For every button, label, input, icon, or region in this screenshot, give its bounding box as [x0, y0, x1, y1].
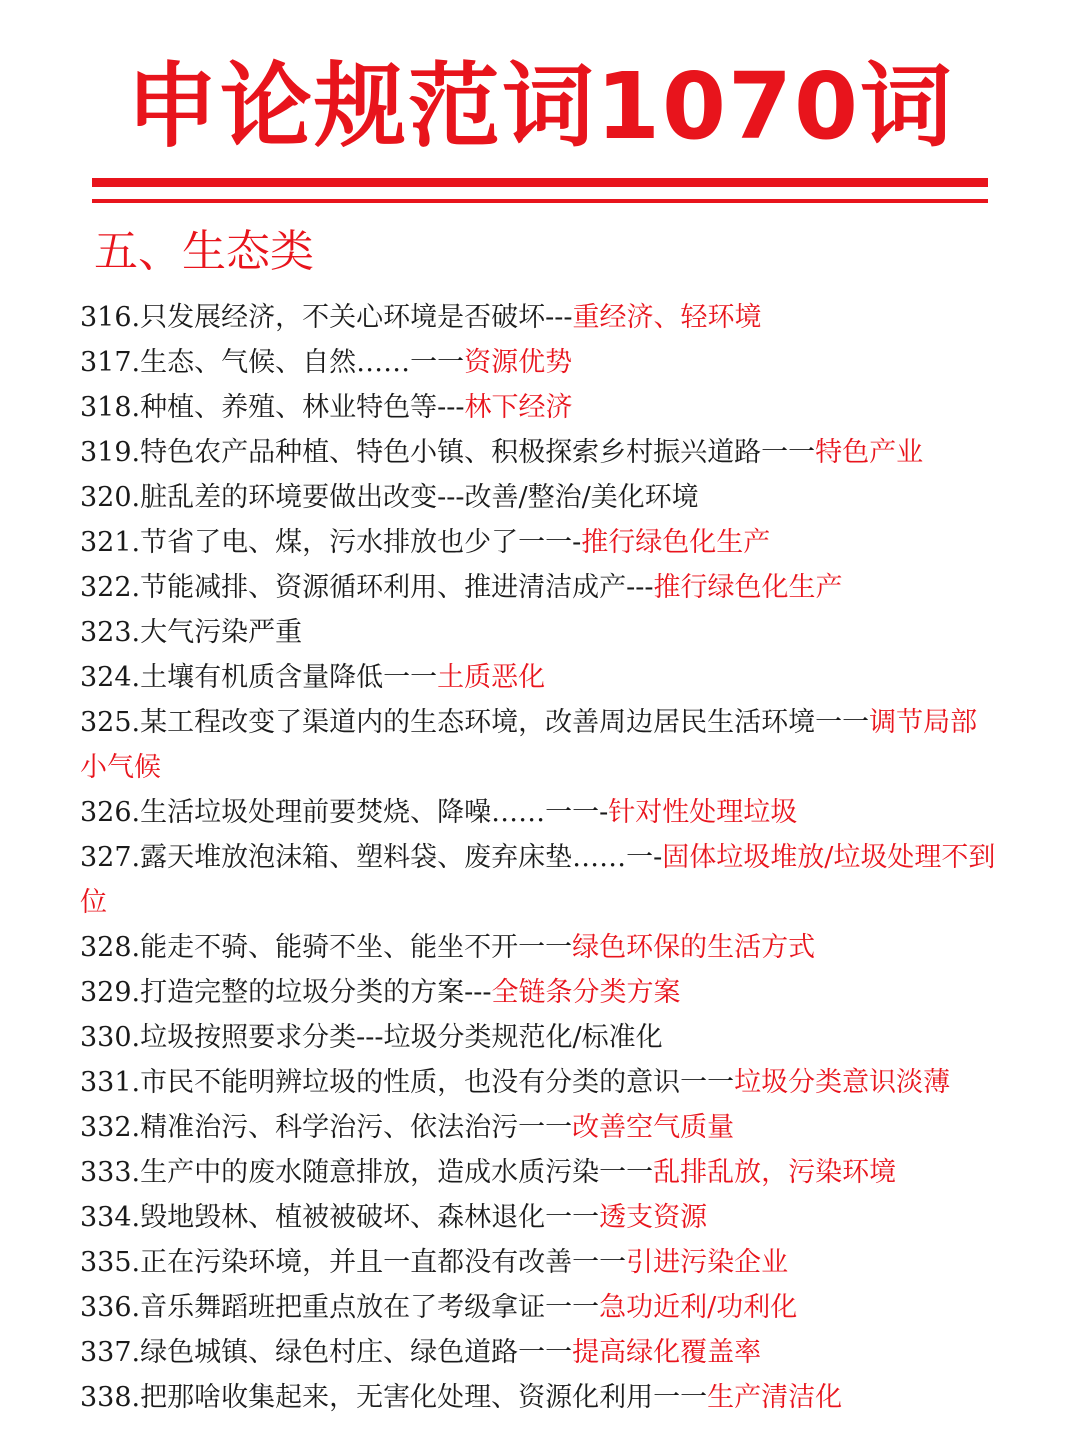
entry-325: [80, 700, 1000, 790]
entry-answer: 针对性处理垃圾: [608, 797, 798, 828]
entry-324: [80, 655, 1000, 700]
entry-328: [80, 925, 1000, 970]
entry-331: [80, 1060, 1000, 1105]
entry-answer: 全链条分类方案: [491, 977, 681, 1008]
entry-text: 322.节能减排、资源循环利用、推进清洁成产---: [80, 572, 654, 603]
entry-answer: 绿色环保的生活方式: [572, 932, 816, 963]
entry-338: [80, 1375, 1000, 1420]
entry-answer: 引进污染企业: [626, 1247, 789, 1278]
entry-answer: 改善空气质量: [572, 1112, 735, 1143]
entry-answer: 重经济、轻环境: [572, 302, 762, 333]
entry-322: [80, 565, 1000, 610]
entry-text: 319.特色农产品种植、特色小镇、积极探索乡村振兴道路一一: [80, 437, 816, 468]
entry-answer: 生产清洁化: [707, 1382, 843, 1413]
entry-text: 338.把那啥收集起来，无害化处理、资源化利用一一: [80, 1382, 708, 1413]
entry-text: 328.能走不骑、能骑不坐、能坐不开一一: [80, 932, 573, 963]
entry-336: [80, 1285, 1000, 1330]
entry-318: [80, 385, 1000, 430]
page-title: 申论规范词1070词: [125, 53, 955, 160]
entry-text: 321.节省了电、煤，污水排放也少了一一-: [80, 527, 582, 558]
entry-text: 318.种植、养殖、林业特色等---: [80, 392, 465, 423]
entry-answer: 推行绿色化生产: [581, 527, 771, 558]
entry-text: 326.生活垃圾处理前要焚烧、降噪……一一-: [80, 797, 609, 828]
entry-text: 330.垃圾按照要求分类---垃圾分类规范化/标准化: [80, 1022, 663, 1053]
entry-answer: 推行绿色化生产: [653, 572, 843, 603]
entry-answer: 乱排乱放，污染环境: [653, 1157, 897, 1188]
entry-text: 323.大气污染严重: [80, 617, 303, 648]
entry-332: [80, 1105, 1000, 1150]
entry-text: 336.音乐舞蹈班把重点放在了考级拿证一一: [80, 1292, 600, 1323]
entry-text: 334.毁地毁林、植被被破坏、森林退化一一: [80, 1202, 600, 1233]
entry-330: [80, 1015, 1000, 1060]
entry-text: 320.脏乱差的环境要做出改变---改善/整治/美化环境: [80, 482, 699, 513]
entry-text: 337.绿色城镇、绿色村庄、绿色道路一一: [80, 1337, 573, 1368]
entry-text: 327.露天堆放泡沫箱、塑料袋、废弃床垫……一-: [80, 842, 663, 873]
entry-text: 332.精准治污、科学治污、依法治污一一: [80, 1112, 573, 1143]
entry-327: [80, 835, 1000, 925]
entry-answer: 林下经济: [464, 392, 573, 423]
entry-335: [80, 1240, 1000, 1285]
entry-334: [80, 1195, 1000, 1240]
entry-answer: 调节局部小气候: [80, 707, 978, 783]
entry-text: 316.只发展经济，不关心环境是否破坏---: [80, 302, 573, 333]
entry-answer: 急功近利/功利化: [599, 1292, 798, 1323]
entry-answer: 提高绿化覆盖率: [572, 1337, 762, 1368]
entry-answer: 垃圾分类意识淡薄: [734, 1067, 951, 1098]
entry-316: [80, 295, 1000, 340]
entry-text: 317.生态、气候、自然……一一: [80, 347, 465, 378]
title-underline-thick: [92, 178, 988, 187]
entry-answer: 土质恶化: [437, 662, 546, 693]
entry-answer: 透支资源: [599, 1202, 708, 1233]
entry-320: [80, 475, 1000, 520]
entry-326: [80, 790, 1000, 835]
entry-answer: 固体垃圾堆放/垃圾处理不到位: [80, 842, 996, 918]
section-heading: 五、生态类: [94, 226, 314, 277]
title-underline-thin: [92, 199, 988, 203]
entry-333: [80, 1150, 1000, 1195]
entry-337: [80, 1330, 1000, 1375]
entry-text: 335.正在污染环境，并且一直都没有改善一一: [80, 1247, 627, 1278]
entry-list: [80, 295, 1000, 1420]
entry-329: [80, 970, 1000, 1015]
entry-text: 329.打造完整的垃圾分类的方案---: [80, 977, 492, 1008]
entry-text: 333.生产中的废水随意排放，造成水质污染一一: [80, 1157, 654, 1188]
entry-317: [80, 340, 1000, 385]
entry-text: 325.某工程改变了渠道内的生态环境，改善周边居民生活环境一一: [80, 707, 870, 738]
entry-answer: 资源优势: [464, 347, 573, 378]
entry-text: 324.土壤有机质含量降低一一: [80, 662, 438, 693]
entry-answer: 特色产业: [815, 437, 924, 468]
entry-323: [80, 610, 1000, 655]
entry-text: 331.市民不能明辨垃圾的性质，也没有分类的意识一一: [80, 1067, 735, 1098]
entry-319: [80, 430, 1000, 475]
entry-321: [80, 520, 1000, 565]
